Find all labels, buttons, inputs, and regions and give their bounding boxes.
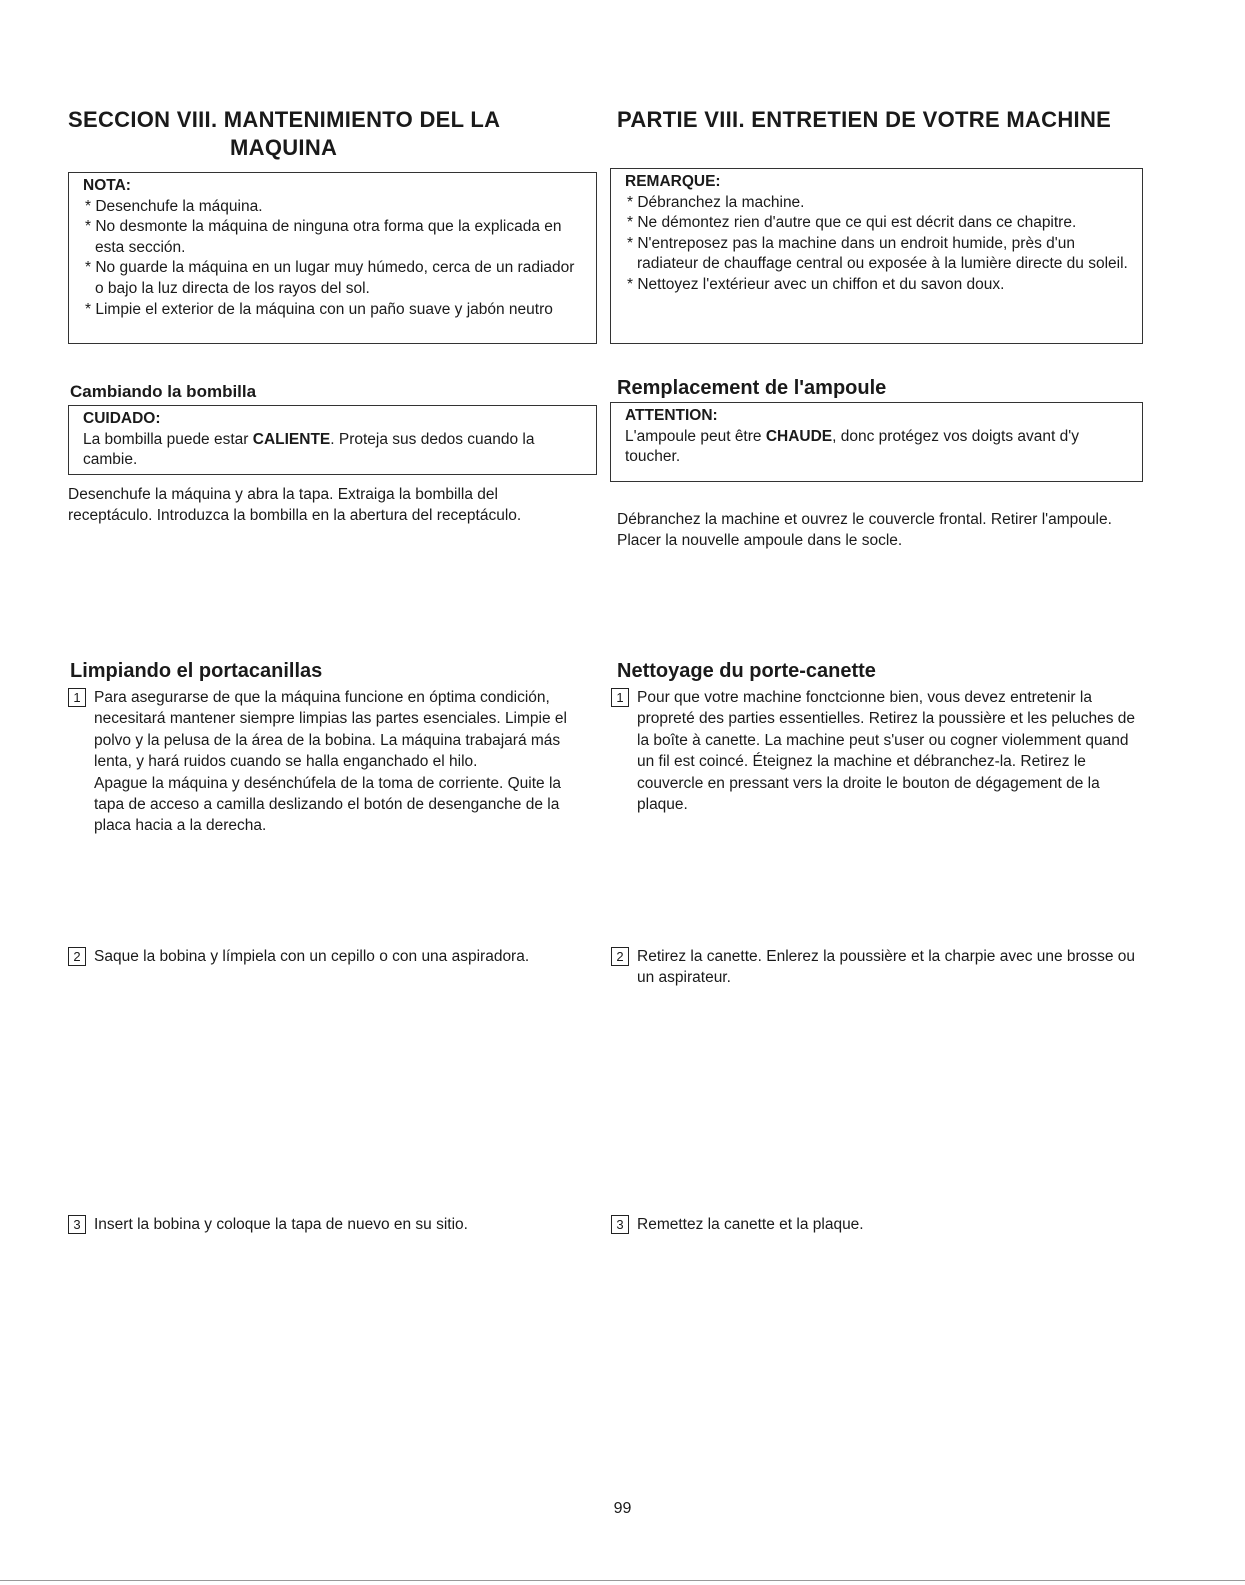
step-2-es <box>68 946 558 967</box>
step-3-es <box>68 1214 588 1235</box>
section-title-es <box>68 106 608 162</box>
step-1-fr <box>611 687 1141 815</box>
note-box-es <box>68 172 597 344</box>
caution-text-fr-pre: L'ampoule peut être <box>625 427 766 445</box>
caution-text-es-pre: La bombilla puede estar <box>83 430 253 448</box>
step-number-3-es: 3 <box>68 1215 86 1234</box>
note-item-fr: * Ne démontez rien d'autre que ce qui est décrit dans ce chapitre. <box>627 214 1077 232</box>
step-2-fr <box>611 946 1141 989</box>
note-item-es: * No guarde la máquina en un lugar muy húmedo, cerca de un radiador o bajo la luz directa de los rayos del sol. <box>85 259 575 297</box>
note-item-es: * No desmonte la máquina de ninguna otra forma que la explicada en esta sección. <box>85 218 562 256</box>
step-number-2-es: 2 <box>68 947 86 966</box>
step-3-fr <box>611 1214 1131 1235</box>
section-title-fr: PARTIE VIII. ENTRETIEN DE VOTRE MACHINE <box>617 107 1112 132</box>
note-label-es: NOTA: <box>83 177 131 194</box>
caution-hot-es: CALIENTE <box>252 430 331 448</box>
caution-text-es-post: . Proteja sus dedos cuando la cambie. <box>83 430 535 469</box>
step-1-es <box>68 687 578 837</box>
caution-label-fr: ATTENTION: <box>625 407 718 424</box>
bulb-heading-fr: Remplacement de l'ampoule <box>617 377 887 399</box>
caution-text-es <box>83 431 534 469</box>
section-title-es-line1: SECCION VIII. MANTENIMIENTO DEL LA <box>68 107 501 132</box>
page-number: 99 <box>613 1500 632 1517</box>
step-3-text-es: Insert la bobina y coloque la tapa de nuevo en su sitio. <box>94 1216 468 1233</box>
step-3-text-fr: Remettez la canette et la plaque. <box>637 1216 864 1233</box>
bulb-heading-es: Cambiando la bombilla <box>70 382 257 401</box>
caution-text-fr <box>625 428 1079 466</box>
step-2-text-fr: Retirez la canette. Enlerez la poussière et la charpie avec une brosse ou un aspirateur. <box>637 948 1136 987</box>
caution-label-es: CUIDADO: <box>83 410 161 427</box>
caution-hot-fr: CHAUDE <box>765 427 833 445</box>
step-1-text-fr: Pour que votre machine fonctcionne bien, vous devez entretenir la propreté des parties essentielles. Retirez la poussière et les peluches de la boîte à canette. La machine peut s'user ou cogner violemment quand un fil est coincé. Éteignez la machine et débranchez-la. Retirez le couvercle en pressant vers la droite le bouton de dégagement de la plaque. <box>637 689 1135 814</box>
step-number-1-es: 1 <box>68 688 86 707</box>
step-1b-text-es: Apague la máquina y desénchúfela de la toma de corriente. Quite la tapa de acceso a camilla deslizando el botón de desenganche de la placa hacia a la derecha. <box>94 774 562 835</box>
note-box-fr <box>610 168 1143 344</box>
caution-text-fr-post: , donc protégez vos doigts avant d'y toucher. <box>625 427 1079 466</box>
caution-box-es <box>68 405 597 475</box>
step-2-text-es: Saque la bobina y límpiela con un cepillo o con una aspiradora. <box>94 948 530 965</box>
note-item-fr: * Nettoyez l'extérieur avec un chiffon et du savon doux. <box>627 275 1005 293</box>
note-item-fr: * Débranchez la machine. <box>627 193 805 211</box>
note-item-fr: * N'entreposez pas la machine dans un endroit humide, près d'un radiateur de chauffage central ou exposée à la lumière directe du soleil. <box>627 234 1128 273</box>
bulb-text-fr: Débranchez la machine et ouvrez le couvercle frontal. Retirer l'ampoule. Placer la nouvelle ampoule dans le socle. <box>617 511 1112 550</box>
step-number-1-fr: 1 <box>611 688 629 707</box>
note-label-fr: REMARQUE: <box>625 173 721 190</box>
note-item-es: * Limpie el exterior de la máquina con un paño suave y jabón neutro <box>85 300 553 318</box>
step-number-2-fr: 2 <box>611 947 629 966</box>
bottom-rule <box>0 1580 1245 1581</box>
step-number-3-fr: 3 <box>611 1215 629 1234</box>
bobbin-heading-es: Limpiando el portacanillas <box>70 660 323 682</box>
bulb-text-es: Desenchufe la máquina y abra la tapa. Extraiga la bombilla del receptáculo. Introduzca la bombilla en la abertura del receptáculo. <box>68 486 522 525</box>
step-1-text-es: Para asegurarse de que la máquina funcione en óptima condición, necesitará mantener siempre limpias las partes esenciales. Limpie el polvo y la pelusa de la área de la bobina. La máquina trabajará más lenta, y hará ruidos cuando se halla enganchado el hilo. <box>94 689 567 771</box>
bobbin-heading-fr: Nettoyage du porte-canette <box>617 660 876 682</box>
caution-box-fr <box>610 402 1143 482</box>
note-item-es: * Desenchufe la máquina. <box>85 197 263 215</box>
section-title-es-line2: MAQUINA <box>230 135 338 160</box>
